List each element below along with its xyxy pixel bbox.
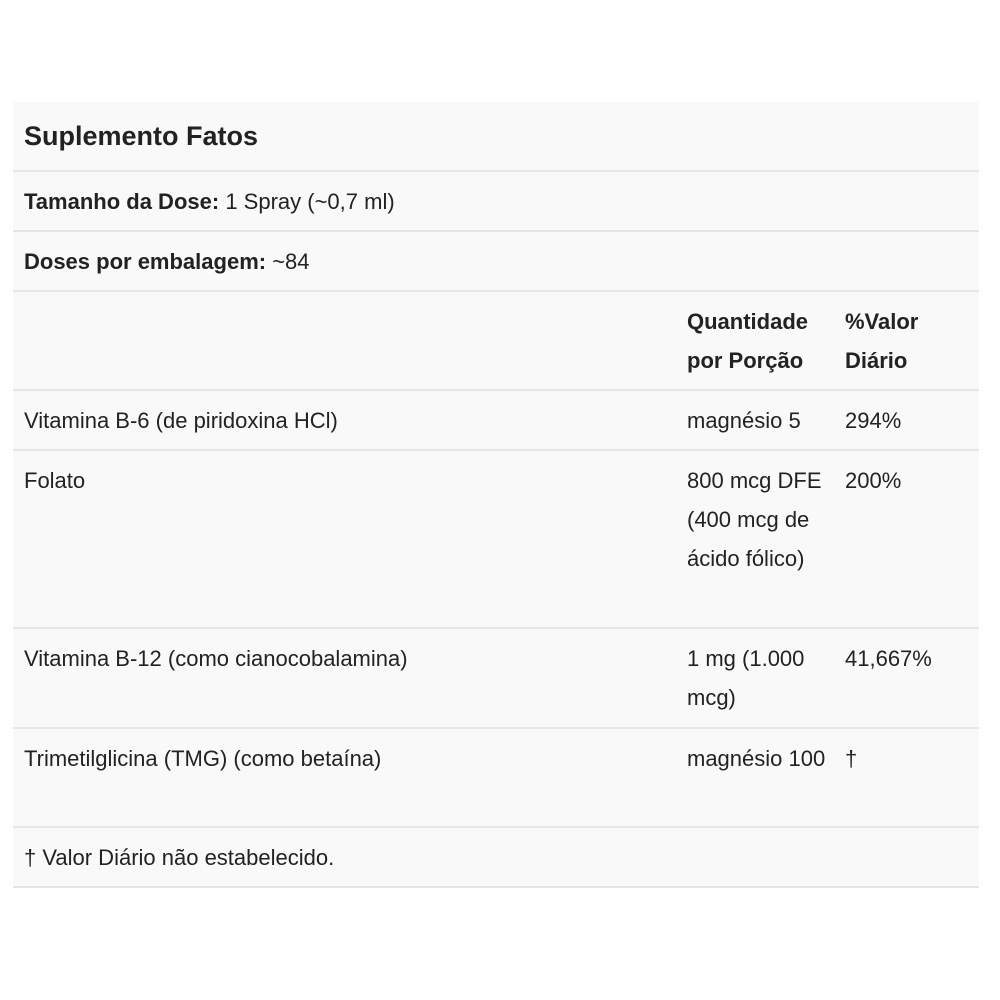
nutrient-name: Folato: [24, 468, 86, 493]
nutrient-amount: magnésio 100: [687, 746, 826, 771]
servings-per-container-value: ~84: [272, 249, 310, 274]
nutrient-dv: †: [845, 746, 858, 771]
supplement-facts-panel: [13, 102, 979, 888]
header-amount-cell: [687, 302, 845, 379]
nutrient-dv: 200%: [845, 468, 902, 493]
table-row: [13, 391, 979, 451]
servings-per-container-row: [13, 232, 979, 292]
nutrient-dv: 294%: [845, 408, 902, 433]
table-row: [13, 451, 979, 629]
servings-per-container-label: Doses por embalagem:: [24, 249, 267, 274]
table-header-row: [13, 292, 979, 391]
header-amount-line2: por Porção: [687, 348, 804, 373]
nutrient-amount: magnésio 5: [687, 408, 801, 433]
table-row: [13, 729, 979, 828]
serving-size-value: 1 Spray (~0,7 ml): [225, 189, 395, 214]
serving-size-label: Tamanho da Dose:: [24, 189, 220, 214]
nutrient-name: Vitamina B-6 (de piridoxina HCl): [24, 408, 338, 433]
header-name-cell: [13, 302, 687, 379]
panel-title: Suplemento Fatos: [13, 102, 979, 172]
header-dv-cell: [845, 302, 979, 379]
nutrient-name: Vitamina B-12 (como cianocobalamina): [24, 646, 408, 671]
serving-size-row: [13, 172, 979, 232]
header-amount-line1: Quantidade: [687, 309, 809, 334]
footnote: † Valor Diário não estabelecido.: [13, 828, 979, 888]
nutrient-amount: 800 mcg DFE (400 mcg de ácido fólico): [687, 468, 822, 571]
nutrient-name: Trimetilglicina (TMG) (como betaína): [24, 746, 382, 771]
header-dv-line2: Diário: [845, 348, 908, 373]
table-row: [13, 629, 979, 729]
nutrient-amount: 1 mg (1.000 mcg): [687, 646, 805, 710]
header-dv-line1: %Valor: [845, 309, 919, 334]
nutrient-dv: 41,667%: [845, 646, 932, 671]
